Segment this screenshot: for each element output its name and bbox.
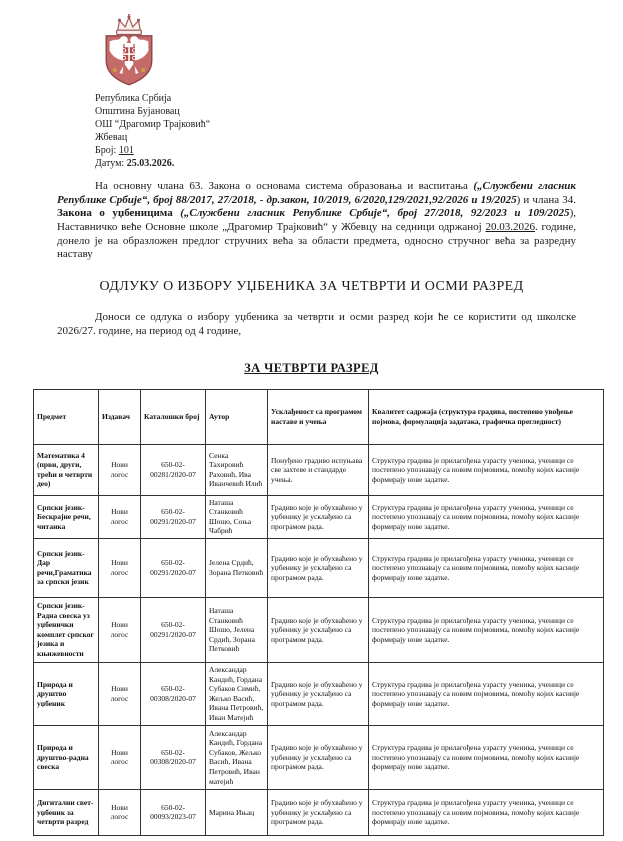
intro-segment: („Службени гласник Републике Србије“, број 88/2017, 27/2018, - др.закон, 10/2019, 6/2020,129/2021,92/2026 и 19/2025 bbox=[57, 180, 576, 206]
author-cell: Александар Кандић, Гордана Субаков, Жељко Васић, Ивана Петровић, Иван матејић bbox=[206, 725, 268, 789]
table-row bbox=[34, 538, 604, 597]
quality-cell: Структура градива је прилагођена узрасту ученика, ученици се постепено упознавају са новим појмовима, помоћу којих касније формирају нове задатке. bbox=[369, 662, 604, 725]
alignment-cell: Градиво које је обухваћено у уџбенику је усклађено са програмом рада. bbox=[268, 725, 369, 789]
letterhead-text bbox=[95, 92, 623, 170]
header-catalog: Каталошки број bbox=[141, 389, 206, 444]
letterhead-country: Република Србија bbox=[95, 93, 172, 104]
section-heading-fourth-grade: ЗА ЧЕТВРТИ РАЗРЕД bbox=[244, 360, 379, 375]
table-row bbox=[34, 725, 604, 789]
number-value: 101 bbox=[118, 145, 134, 156]
intro-paragraph bbox=[57, 180, 576, 262]
publisher-cell: Нови логос bbox=[99, 444, 141, 495]
date-label: Датум: bbox=[95, 158, 125, 169]
letterhead bbox=[0, 0, 623, 170]
intro-segment: ) и члана 34. bbox=[516, 193, 576, 206]
alignment-cell: Градиво које је обухваћено у уџбенику је усклађено са програмом рада. bbox=[268, 662, 369, 725]
table-row bbox=[34, 662, 604, 725]
quality-cell: Структура градива је прилагођена узрасту ученика, ученици се постепено упознавају са новим појмовима, помоћу којих касније формирају нове задатке. bbox=[369, 597, 604, 662]
quality-cell: Структура градива је прилагођена узрасту ученика, ученици се постепено упознавају са новим појмовима, помоћу којих касније формирају нове задатке. bbox=[369, 725, 604, 789]
catalog-cell: 650-02-00308/2020-07 bbox=[141, 662, 206, 725]
author-cell: Наташа Станковић Шошо, Соња Чабрић bbox=[206, 495, 268, 538]
alignment-cell: Понуђено градиво испуњава све захтеве и стандарде учења. bbox=[268, 444, 369, 495]
header-alignment: Усклађеност са програмом наставе и учења bbox=[268, 389, 369, 444]
quality-cell: Структура градива је прилагођена узрасту ученика, ученици се постепено упознавају са новим појмовима, помоћу којих касније формирају нове задатке. bbox=[369, 538, 604, 597]
catalog-cell: 650-02-00291/2020-07 bbox=[141, 538, 206, 597]
publisher-cell: Нови логос bbox=[99, 597, 141, 662]
table-row bbox=[34, 495, 604, 538]
serbia-coat-of-arms-icon bbox=[98, 14, 160, 90]
publisher-cell: Нови логос bbox=[99, 495, 141, 538]
quality-cell: Структура градива је прилагођена узрасту ученика, ученици се постепено упознавају са новим појмовима, помоћу којих касније формирају нове задатке. bbox=[369, 495, 604, 538]
alignment-cell: Градиво које је обухваћено у уџбенику је усклађено са програмом рада. bbox=[268, 789, 369, 835]
table-header-row bbox=[34, 389, 604, 444]
decision-paragraph: Доноси се одлука о избору уџбеника за четврти и осми разред који ће се користити од школске 2026/27. године, на период од 4 године, bbox=[57, 310, 576, 337]
textbook-selection-table bbox=[33, 389, 604, 836]
letterhead-number bbox=[95, 144, 623, 157]
subject-cell: Српски језик-Радна свеска уз уџбенички комплет српског језика и књижевности bbox=[34, 597, 99, 662]
subject-cell: Природа и друштво-радна свеска bbox=[34, 725, 99, 789]
catalog-cell: 650-02-00281/2020-07 bbox=[141, 444, 206, 495]
letterhead-date bbox=[95, 157, 623, 170]
subject-cell: Дигитални свет-уџбеник за четврти разред bbox=[34, 789, 99, 835]
catalog-cell: 650-02-00308/2020-07 bbox=[141, 725, 206, 789]
publisher-cell: Нови логос bbox=[99, 662, 141, 725]
publisher-cell: Нови логос bbox=[99, 789, 141, 835]
catalog-cell: 650-02-00291/2020-07 bbox=[141, 597, 206, 662]
date-value: 25.03.2026. bbox=[126, 158, 175, 169]
letterhead-school: ОШ “Драгомир Трајковић“ bbox=[95, 119, 211, 130]
publisher-cell: Нови логос bbox=[99, 725, 141, 789]
author-cell: Александар Кандић, Гордана Субаков Симић, Жељко Васић, Ивана Петровић, Иван Матејић bbox=[206, 662, 268, 725]
author-cell: Марина Ињац bbox=[206, 789, 268, 835]
subject-cell: Математика 4 (први, други, трећи и четврти део) bbox=[34, 444, 99, 495]
letterhead-municipality: Општина Бујановац bbox=[95, 106, 180, 117]
number-label: Број: bbox=[95, 145, 117, 156]
catalog-cell: 650-02-00291/2020-07 bbox=[141, 495, 206, 538]
intro-segment: ), Наставничко веће Основне школе „Драгомир Трајковић“ у Жбевцу на седници одржаној bbox=[57, 207, 576, 233]
subject-cell: Српски језик-Дар речи,Граматика за српски језик bbox=[34, 538, 99, 597]
table-row bbox=[34, 597, 604, 662]
table-row bbox=[34, 789, 604, 835]
subject-cell: Српски језик-Бескрајне речи, читанка bbox=[34, 495, 99, 538]
intro-segment: На основну члана 63. Закона о основама система образовања и васпитања bbox=[95, 180, 474, 192]
subject-cell: Природа и друштво уџбеник bbox=[34, 662, 99, 725]
intro-segment: („Службени гласник Републике Србије“, број 27/2018, 92/2023 и 109/2025 bbox=[180, 207, 570, 220]
alignment-cell: Градиво које је обухваћено у уџбенику је усклађено са програмом рада. bbox=[268, 495, 369, 538]
quality-cell: Структура градива је прилагођена узрасту ученика, ученици се постепено упознавају са новим појмовима, помоћу којих касније формирају нове задатке. bbox=[369, 789, 604, 835]
catalog-cell: 650-02-00093/2023-07 bbox=[141, 789, 206, 835]
publisher-cell: Нови логос bbox=[99, 538, 141, 597]
author-cell: Сенка Тахировић Раховић, Ива Иванчевић Илић bbox=[206, 444, 268, 495]
intro-segment: Закона о уџбеницима bbox=[57, 207, 181, 220]
decision-title: ОДЛУКУ О ИЗБОРУ УЏБЕНИКА ЗА ЧЕТВРТИ И ОСМИ РАЗРЕД bbox=[99, 278, 524, 294]
author-cell: Наташа Станковић Шошо, Јелена Срдић, Зорана Петковић bbox=[206, 597, 268, 662]
textbook-table-body bbox=[34, 444, 604, 835]
letterhead-place: Жбевац bbox=[95, 132, 128, 143]
header-author: Аутор bbox=[206, 389, 268, 444]
quality-cell: Структура градива је прилагођена узрасту ученика, ученици се постепено упознавају са новим појмовима, помоћу којих касније формирају нове задатке. bbox=[369, 444, 604, 495]
header-quality: Квалитет садржаја (структура градива, постепено увођење појмова, формулација задатака, графичка прегледност) bbox=[369, 389, 604, 444]
author-cell: Јелена Срдић, Зорана Петковић bbox=[206, 538, 268, 597]
intro-segment: 20.03.2026 bbox=[485, 220, 535, 233]
alignment-cell: Градиво које је обухваћено у уџбенику је усклађено са програмом рада. bbox=[268, 597, 369, 662]
alignment-cell: Градиво које је обухваћено у уџбенику је усклађено са програмом рада. bbox=[268, 538, 369, 597]
table-row bbox=[34, 444, 604, 495]
header-publisher: Издавач bbox=[99, 389, 141, 444]
intro-segment: . године, донело је на образложен предлог стручних већа за области предмета, односно стручног већа за разредну наставу bbox=[57, 220, 576, 261]
header-subject: Предмет bbox=[34, 389, 99, 444]
